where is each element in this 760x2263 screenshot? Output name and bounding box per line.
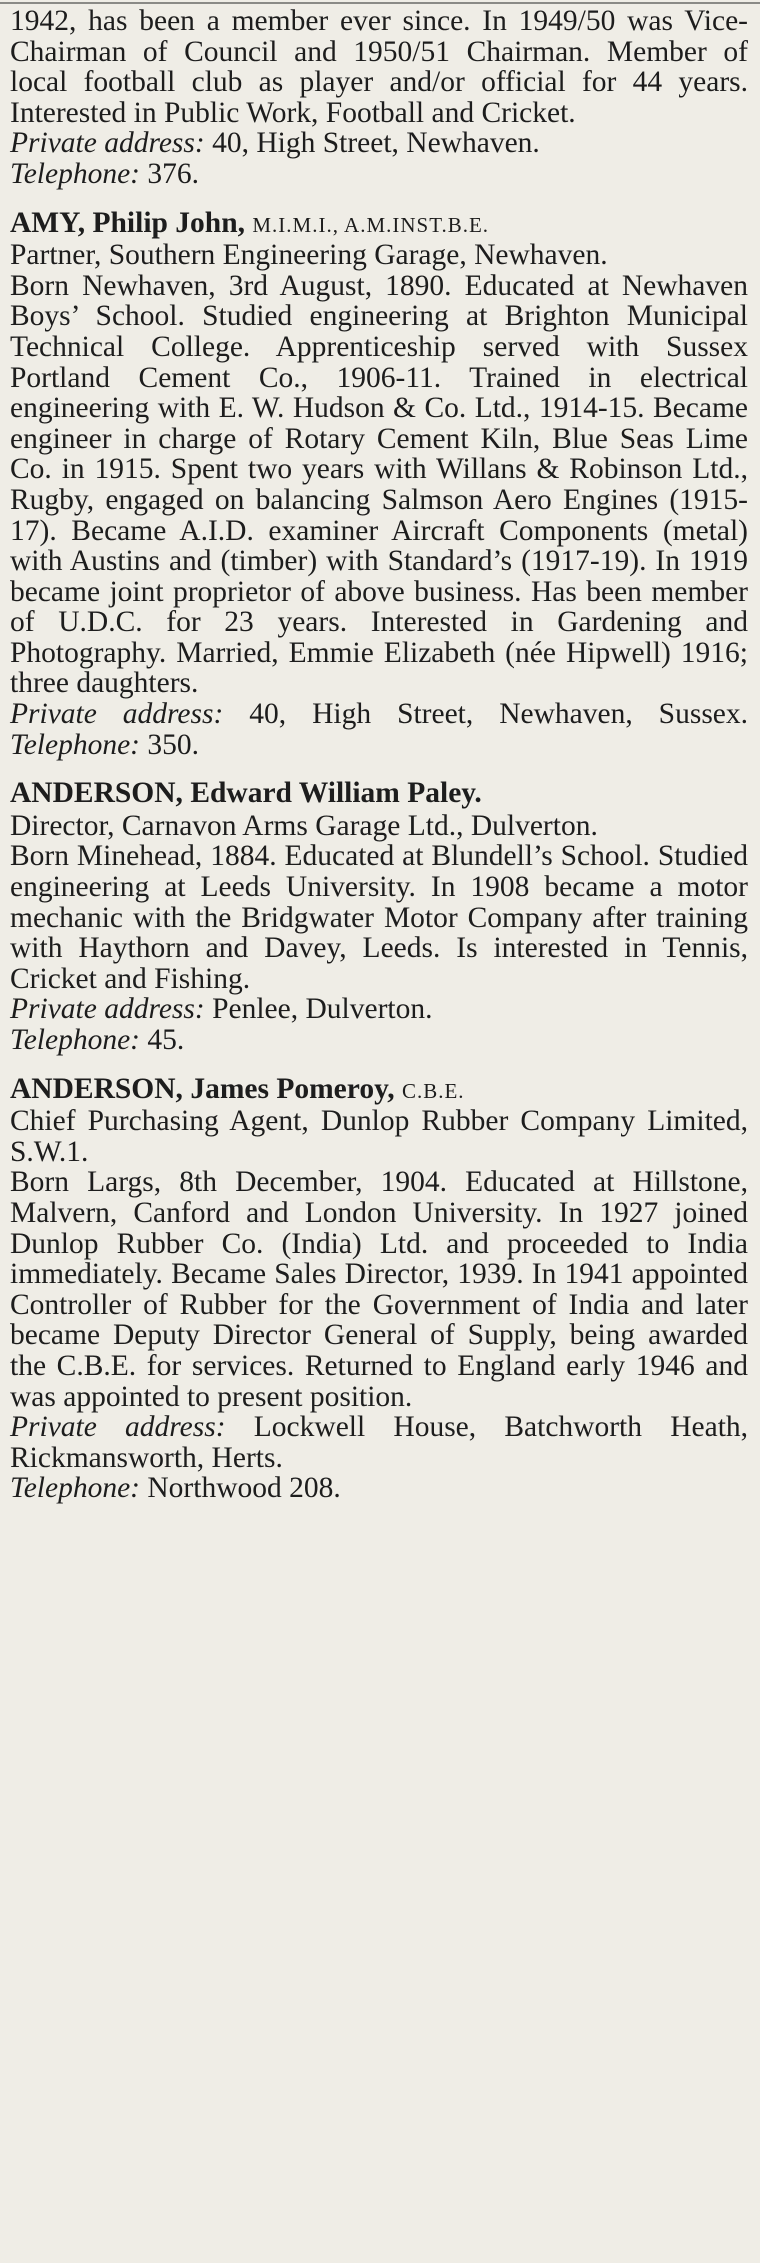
entry-heading [10,208,748,241]
address-label: Private address: [10,127,205,160]
entry-continuation [10,6,748,190]
entry-surname: ANDERSON, [10,1072,183,1105]
telephone-line [10,1473,748,1504]
entry-position: Chief Purchasing Agent, Dunlop Rubber Company Limited, S.W.1. [10,1105,748,1168]
entry-anderson-james [10,1074,748,1504]
address-label: Private address: [10,993,205,1026]
entry-surname: ANDERSON, [10,777,183,810]
telephone-label: Telephone: [10,157,140,190]
entry-biography: Born Newhaven, 3rd August, 1890. Educated at Newhaven Boys’ School. Studied engineering at Brighton Municipal Technical College. Apprenticeship served with Sussex Portland Cement Co., 1906-11. Trained in electrical engineering with E. W. Hudson & Co. Ltd., 1914-15. Became engineer in charge of Rotary Cement Kiln, Blue Seas Lime Co. in 1915. Spent two years with Willans & Robinson Ltd., Rugby, engaged on balancing Salmson Aero Engines (1915-17). Became A.I.D. examiner Aircraft Components (metal) with Austins and (timber) with Standard’s (1917-19). In 1919 became joint proprietor of above business. Has been member of U.D.C. for 23 years. Interested in Gardening and Photography. Married, Emmie Elizabeth (née Hipwell) 1916; three daughters. [10,269,748,700]
telephone-label: Telephone: [10,1472,140,1505]
telephone-value: 45. [147,1024,185,1056]
address-telephone-line [10,699,748,760]
telephone-line [10,159,748,190]
telephone-label: Telephone: [10,728,140,761]
continuation-text: 1942, has been a member ever since. In 1949/50 was Vice-Chairman of Council and 1950/51 Chairman. Member of local football club as player and/or official for 44 years. Interested in Public Work, Football and Cricket. [10,5,748,129]
address-label: Private address: [10,698,224,731]
address-value: Penlee, Dulverton. [212,993,433,1026]
entry-given-names: James Pomeroy, [190,1072,395,1105]
top-rule [0,2,760,4]
entry-amy [10,208,748,761]
entry-surname: AMY, [10,206,86,239]
directory-page [10,6,748,1504]
entry-biography: Born Largs, 8th December, 1904. Educated at Hillstone, Malvern, Canford and London University. In 1927 joined Dunlop Rubber Co. (India) Ltd. and proceeded to India immediately. Became Sales Director, 1939. In 1941 appointed Controller of Rubber for the Government of India and later became Deputy Director General of Supply, being awarded the C.B.E. for services. Returned to England early 1946 and was appointed to present position. [10,1166,748,1413]
address-value: 40, High Street, Newhaven. [212,127,540,160]
entry-position: Director, Carnavon Arms Garage Ltd., Dulverton. [10,809,598,842]
entry-given-names: Edward William Paley. [190,777,482,810]
telephone-value: 350. [147,728,199,761]
entry-qualifications: M.I.M.I., A.M.INST.B.E. [252,212,490,237]
address-line [10,1412,748,1473]
address-value: 40, High Street, Newhaven, Sussex. [249,698,749,731]
entry-anderson-edward [10,778,748,1055]
address-line [10,994,748,1025]
entry-heading [10,1074,748,1107]
telephone-value: Northwood 208. [147,1472,341,1505]
telephone-value: 376. [147,157,199,190]
entry-biography: Born Minehead, 1884. Educated at Blundell’s School. Studied engineering at Leeds University. In 1908 became a motor mechanic with the Bridgwater Motor Company after training with Haythorn and Davey, Leeds. Is interested in Tennis, Cricket and Fishing. [10,840,748,995]
entry-qualifications: C.B.E. [401,1078,465,1103]
address-label: Private address: [10,1411,226,1444]
entry-given-names: Philip John, [92,206,245,239]
entry-position: Partner, Southern Engineering Garage, Newhaven. [10,239,608,272]
address-line [10,128,748,159]
telephone-line [10,1025,748,1056]
address-value: Lockwell House, Batchworth Heath, Rickmansworth, Herts. [10,1411,749,1474]
entry-heading [10,778,748,811]
telephone-label: Telephone: [10,1024,140,1056]
